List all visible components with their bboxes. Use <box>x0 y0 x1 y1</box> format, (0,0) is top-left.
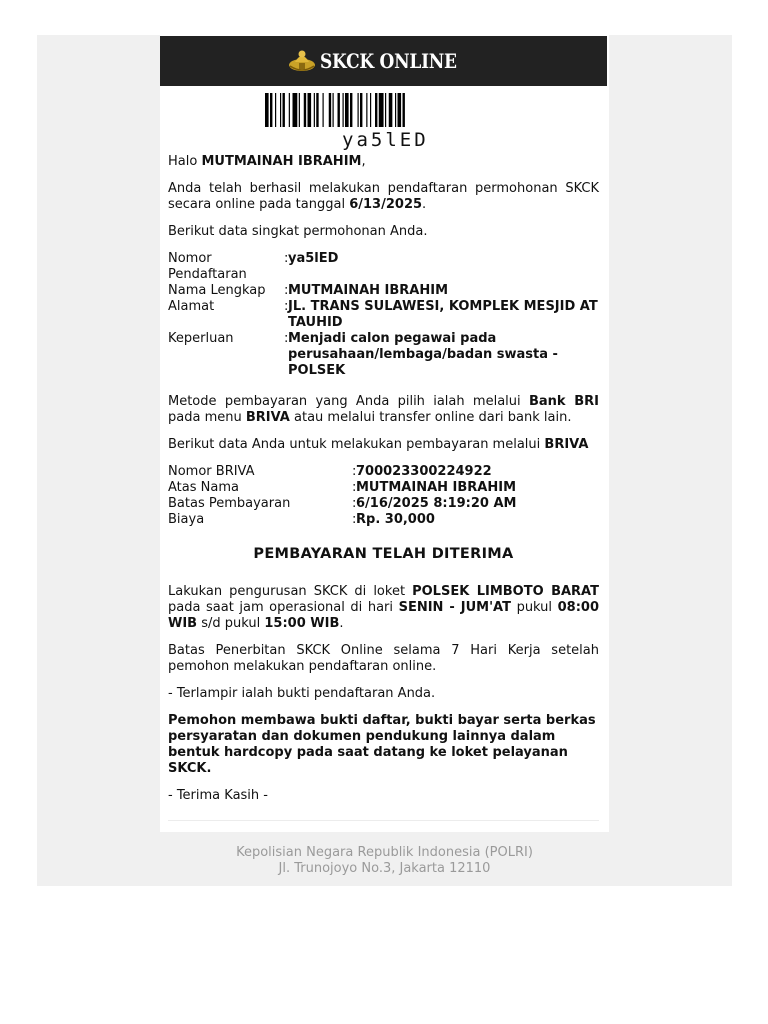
registration-row <box>168 299 599 331</box>
separator: : <box>284 283 289 298</box>
instructions-paragraph: Lakukan pengurusan SKCK di loket POLSEK LIMBOTO BARAT pada saat jam operasional di hari SENIN - JUM'AT pukul 08:00 WIB s/d pukul 15:00 WIB. <box>168 584 600 631</box>
briva-row-label: Batas Pembayaran <box>168 496 291 511</box>
briva-table <box>168 464 599 528</box>
registration-row <box>168 251 599 283</box>
briva-row-label: Biaya <box>168 512 205 527</box>
briva-row <box>168 464 599 480</box>
separator: : <box>284 251 289 266</box>
briva-row-value: MUTMAINAH IBRAHIM <box>356 480 517 495</box>
separator: : <box>352 464 357 479</box>
email-content <box>168 154 599 821</box>
payment-method-paragraph: Metode pembayaran yang Anda pilih ialah melalui Bank BRI pada menu BRIVA atau melalui transfer online dari bank lain. <box>168 394 599 425</box>
reminder-paragraph: Pemohon membawa bukti daftar, bukti bayar serta berkas persyaratan dan dokumen pendukung lainnya dalam bentuk hardcopy pada saat datang ke loket pelayanan SKCK. <box>168 713 596 776</box>
summary-label: Berikut data singkat permohonan Anda. <box>168 224 428 239</box>
separator: : <box>352 480 357 495</box>
registration-date: 6/13/2025 <box>349 197 423 212</box>
brand <box>287 48 481 74</box>
greeting: Halo MUTMAINAH IBRAHIM, <box>168 154 366 169</box>
footer <box>37 845 732 877</box>
registration-row-value: ya5lED <box>288 251 339 266</box>
registration-row-label: Alamat <box>168 299 215 314</box>
separator: : <box>352 512 357 527</box>
header-bar <box>160 36 607 86</box>
separator: : <box>352 496 357 511</box>
registration-row-label: Nama Lengkap <box>168 283 266 298</box>
registration-row-label: Keperluan <box>168 331 234 346</box>
registration-row-value: Menjadi calon pegawai pada perusahaan/lembaga/badan swasta - POLSEK <box>288 331 558 378</box>
footer-org: Kepolisian Negara Republik Indonesia (POLRI) <box>236 845 533 860</box>
registration-row-value: JL. TRANS SULAWESI, KOMPLEK MESJID AT TAUHID <box>288 299 598 330</box>
recipient-name: MUTMAINAH IBRAHIM <box>201 154 362 169</box>
brand-title: SKCK ONLINE <box>319 49 457 73</box>
briva-row-label: Atas Nama <box>168 480 239 495</box>
registration-row-label: Nomor Pendaftaran <box>168 251 247 282</box>
separator: : <box>284 331 289 346</box>
thanks-text: - Terima Kasih - <box>168 788 268 803</box>
briva-intro: Berikut data Anda untuk melakukan pembayaran melalui BRIVA <box>168 437 589 452</box>
email-card <box>160 35 609 832</box>
deadline-paragraph: Batas Penerbitan SKCK Online selama 7 Hari Kerja setelah pemohon melakukan pendaftaran online. <box>168 643 599 674</box>
briva-row <box>168 496 599 512</box>
status-heading: PEMBAYARAN TELAH DITERIMA <box>253 546 514 562</box>
barcode-text: ya5lED <box>342 129 429 151</box>
briva-row-value: Rp. 30,000 <box>356 512 435 527</box>
briva-row-value: 6/16/2025 8:19:20 AM <box>356 496 517 511</box>
registration-row <box>168 331 599 379</box>
registration-row <box>168 283 599 299</box>
attachment-note: - Terlampir ialah bukti pendaftaran Anda. <box>168 686 436 701</box>
briva-row <box>168 512 599 528</box>
barcode-image <box>265 93 505 127</box>
briva-row <box>168 480 599 496</box>
footer-address: Jl. Trunojoyo No.3, Jakarta 12110 <box>278 861 491 876</box>
registration-row-value: MUTMAINAH IBRAHIM <box>288 283 449 298</box>
registration-table <box>168 251 599 379</box>
briva-row-value: 700023300224922 <box>356 464 492 479</box>
divider <box>168 820 599 821</box>
polri-emblem-icon <box>287 48 317 74</box>
separator: : <box>284 299 289 314</box>
intro-paragraph: Anda telah berhasil melakukan pendaftaran permohonan SKCK secara online pada tanggal 6/13/2025. <box>168 181 599 212</box>
email-background <box>37 35 732 886</box>
briva-row-label: Nomor BRIVA <box>168 464 255 479</box>
